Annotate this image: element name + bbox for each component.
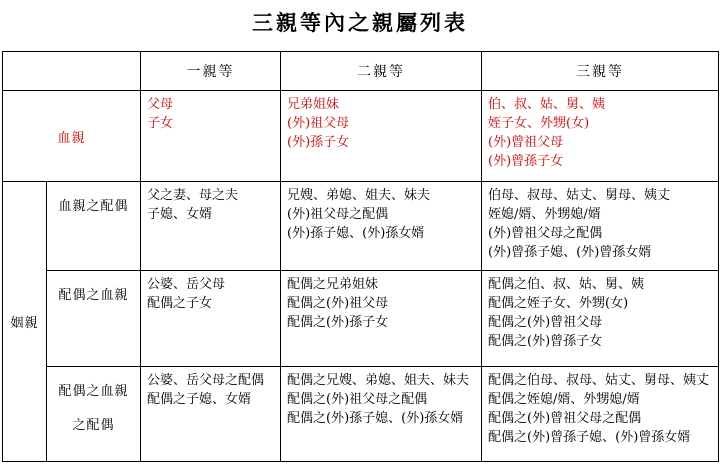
- cell-line: (外)祖父母之配偶: [287, 207, 389, 222]
- cell-line: 配偶之姪媳/婿、外甥媳/婿: [488, 392, 640, 407]
- cell-line: 配偶之(外)祖父母: [287, 296, 389, 311]
- cell-line: 配偶之(外)曾祖父母: [488, 315, 603, 330]
- marriage-row-3-degree-1: [141, 367, 281, 462]
- cell-line: (外)孫子女: [287, 135, 350, 150]
- row-label-text: [47, 367, 140, 443]
- cell-line: 配偶之兄嫂、弟媳、姐夫、妹夫: [287, 373, 470, 388]
- marriage-row-1-degree-2: [281, 182, 482, 271]
- header-degree-2: 二親等: [281, 52, 482, 91]
- marriage-row-1-label: [47, 182, 141, 271]
- cell-line: 配偶之(外)孫子媳、(外)孫女婿: [287, 411, 464, 426]
- cell-line: 配偶之姪子女、外甥(女): [488, 296, 629, 311]
- cell-line: 配偶之兄弟姐妹: [287, 277, 379, 292]
- cell-line: 姪媳/婿、外甥媳/婿: [488, 207, 601, 222]
- cell-line: 配偶之(外)孫子女: [287, 315, 389, 330]
- cell-line: 伯母、叔母、姑丈、舅母、姨丈: [488, 188, 671, 203]
- cell-line: 子媳、女婿: [147, 207, 213, 222]
- cell-line: 配偶之子媳、女婿: [147, 392, 252, 407]
- cell-line: 父之妻、母之夫: [147, 188, 239, 203]
- blood-label: 血親: [3, 91, 141, 182]
- cell-line: 配偶之伯、叔、姑、舅、姨: [488, 277, 645, 292]
- marriage-label: 姻親: [3, 182, 47, 462]
- cell-line: 配偶之伯母、叔母、姑丈、舅母、姨丈: [488, 373, 710, 388]
- blood-row: [3, 91, 719, 182]
- marriage-row-2-label: [47, 271, 141, 367]
- blood-degree-1: [141, 91, 281, 182]
- cell-line: 配偶之(外)曾孫子媳、(外)曾孫女婿: [488, 430, 691, 445]
- marriage-row-1-degree-3: [482, 182, 719, 271]
- marriage-row-3-degree-3: [482, 367, 719, 462]
- header-row: [3, 52, 719, 91]
- marriage-row-1: [3, 182, 719, 271]
- marriage-row-2-degree-1: [141, 271, 281, 367]
- page-title: 三親等內之親屬列表: [252, 11, 468, 35]
- cell-line: 父母: [147, 97, 174, 112]
- cell-line: 伯、叔、姑、舅、姨: [488, 97, 606, 112]
- cell-line: (外)祖父母: [287, 116, 350, 131]
- cell-line: (外)曾孫子女: [488, 154, 564, 169]
- cell-line: 子女: [147, 116, 174, 131]
- row-label-text: [47, 182, 140, 224]
- cell-line: 配偶之血親: [58, 288, 129, 303]
- cell-line: (外)曾祖父母: [488, 135, 564, 150]
- cell-line: (外)曾祖父母之配偶: [488, 226, 603, 241]
- corner-cell: [3, 52, 141, 91]
- row-label-text: [47, 271, 140, 313]
- cell-line: (外)曾孫子媳、(外)曾孫女婿: [488, 245, 652, 260]
- header-degree-3: 三親等: [482, 52, 719, 91]
- cell-line: 之配偶: [72, 418, 115, 433]
- cell-line: (外)孫子媳、(外)孫女婿: [287, 226, 425, 241]
- blood-degree-2: [281, 91, 482, 182]
- marriage-row-1-degree-1: [141, 182, 281, 271]
- cell-line: 公婆、岳父母: [147, 277, 226, 292]
- cell-line: 配偶之(外)曾祖父母之配偶: [488, 411, 642, 426]
- cell-line: 血親之配偶: [58, 199, 129, 214]
- marriage-row-2-degree-2: [281, 271, 482, 367]
- cell-line: 公婆、岳父母之配偶: [147, 373, 265, 388]
- marriage-row-3-label: [47, 367, 141, 462]
- blood-degree-3: [482, 91, 719, 182]
- cell-line: 配偶之(外)祖父母之配偶: [287, 392, 428, 407]
- cell-line: 兄嫂、弟媳、姐夫、妹夫: [287, 188, 431, 203]
- cell-line: 配偶之(外)曾孫子女: [488, 334, 603, 349]
- marriage-row-3: [3, 367, 719, 462]
- cell-line: 兄弟姐妹: [287, 97, 340, 112]
- cell-line: 配偶之血親: [58, 384, 129, 399]
- header-degree-1: 一親等: [141, 52, 281, 91]
- cell-line: 配偶之子女: [147, 296, 213, 311]
- cell-line: 姪子女、外甥(女): [488, 116, 590, 131]
- marriage-row-2-degree-3: [482, 271, 719, 367]
- marriage-row-3-degree-2: [281, 367, 482, 462]
- kinship-table: [2, 51, 719, 462]
- marriage-row-2: [3, 271, 719, 367]
